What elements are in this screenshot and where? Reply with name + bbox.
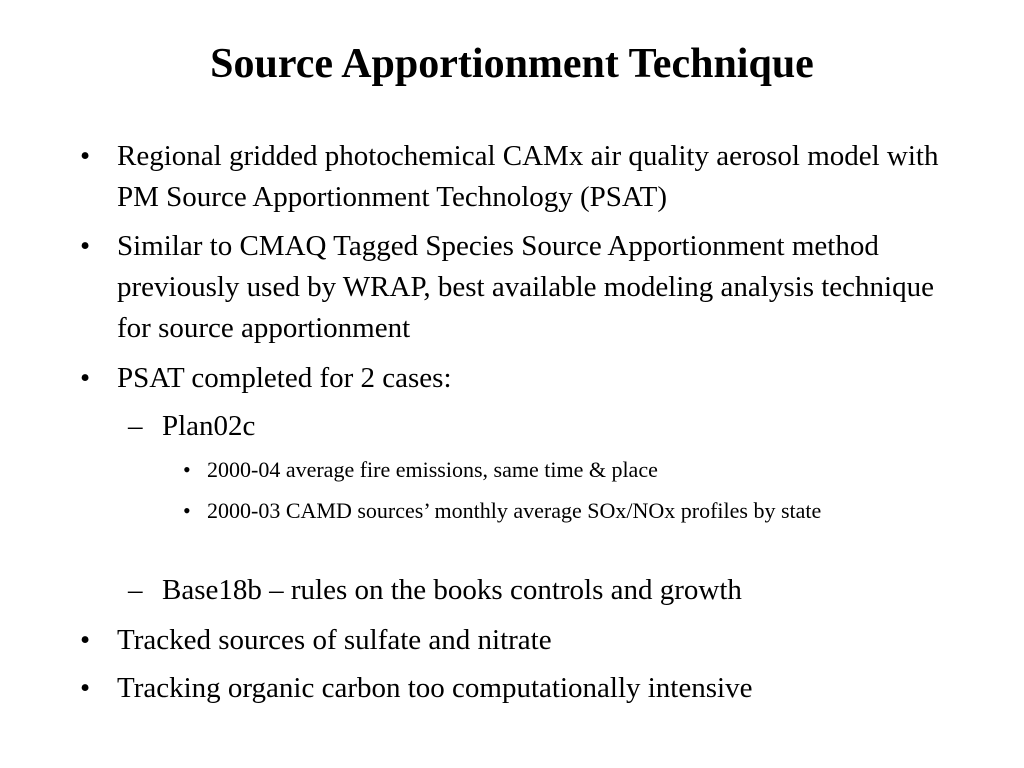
sub-sub-item-fire-emissions — [183, 453, 957, 487]
bullet-marker: • — [80, 140, 91, 172]
sub-sub-item-camd-sources — [183, 494, 957, 528]
bullet-marker: • — [183, 457, 191, 482]
bullet-marker: • — [80, 230, 91, 262]
slide-title: Source Apportionment Technique — [210, 41, 814, 87]
bullet-marker: • — [80, 624, 91, 656]
sub-sub-item-text: 2000-04 average fire emissions, same time & place — [207, 457, 658, 482]
bullet-marker: • — [80, 362, 91, 394]
sub-item-text: Base18b – rules on the books controls and growth — [162, 574, 742, 606]
bullet-marker: • — [80, 672, 91, 704]
bullet-item-cmaq-similarity — [80, 226, 957, 349]
bullet-text: Tracked sources of sulfate and nitrate — [117, 624, 552, 656]
dash-marker: – — [128, 574, 143, 606]
bullet-item-tracked-sources — [80, 620, 957, 661]
bullet-item-psat-cases — [80, 358, 957, 399]
bullet-item-camx-model — [80, 136, 957, 218]
bullet-text: Similar to CMAQ Tagged Species Source Apportionment method previously used by WRAP, best available modeling analysis technique for source apportionment — [117, 230, 934, 344]
dash-marker: – — [128, 410, 143, 442]
sub-item-base18b — [128, 570, 962, 611]
bullet-item-organic-carbon — [80, 668, 957, 709]
sub-item-plan02c — [128, 406, 962, 447]
bullet-text: PSAT completed for 2 cases: — [117, 362, 452, 394]
bullet-text: Regional gridded photochemical CAMx air quality aerosol model with PM Source Apportionment Technology (PSAT) — [117, 140, 939, 213]
sub-item-text: Plan02c — [162, 410, 256, 442]
sub-sub-item-text: 2000-03 CAMD sources’ monthly average SOx/NOx profiles by state — [207, 498, 822, 523]
bullet-text: Tracking organic carbon too computationally intensive — [117, 672, 753, 704]
bullet-marker: • — [183, 498, 191, 523]
